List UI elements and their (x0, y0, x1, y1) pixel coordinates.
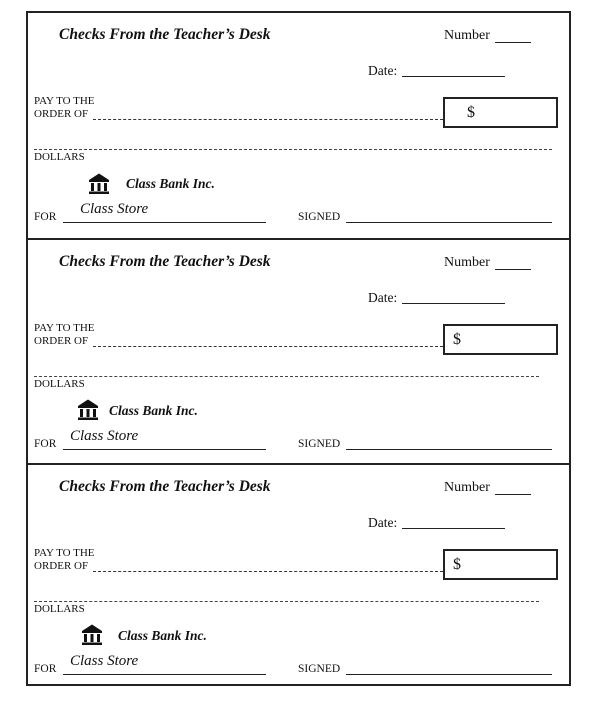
payee-field[interactable] (93, 119, 443, 120)
number-label: Number (444, 480, 490, 495)
date-label: Date: (368, 290, 398, 305)
check-1 (28, 13, 569, 238)
signature-field[interactable] (346, 674, 552, 675)
date-label: Date: (368, 63, 398, 78)
for-value[interactable]: Class Store (80, 201, 149, 217)
dollars-label: DOLLARS (34, 151, 85, 163)
number-field[interactable] (495, 494, 531, 495)
amount-box[interactable] (443, 97, 558, 128)
bank-name: Class Bank Inc. (126, 176, 215, 191)
date-field[interactable] (402, 76, 505, 77)
currency-symbol: $ (453, 331, 461, 348)
payee-field[interactable] (93, 571, 443, 572)
dollars-label: DOLLARS (34, 378, 85, 390)
check-title: Checks From the Teacher’s Desk (59, 26, 271, 43)
bank-name: Class Bank Inc. (109, 403, 198, 418)
signed-label: SIGNED (298, 663, 341, 675)
bank-name: Class Bank Inc. (118, 628, 207, 643)
for-value[interactable]: Class Store (70, 428, 139, 444)
signature-field[interactable] (346, 449, 552, 450)
amount-words-field[interactable] (34, 149, 552, 150)
bank-building-icon (76, 398, 100, 427)
amount-words-field[interactable] (34, 601, 539, 602)
check-sheet (26, 11, 571, 686)
check-2 (28, 238, 569, 463)
signature-field[interactable] (346, 222, 552, 223)
pay-to-line1: PAY TO THE (34, 322, 95, 334)
date-field[interactable] (402, 303, 505, 304)
payee-field[interactable] (93, 346, 443, 347)
pay-to-line1: PAY TO THE (34, 95, 95, 107)
for-label: FOR (34, 211, 57, 223)
amount-words-field[interactable] (34, 376, 539, 377)
bank-building-icon (80, 623, 104, 652)
pay-to-line2: ORDER OF (34, 335, 89, 347)
number-field[interactable] (495, 269, 531, 270)
pay-to-label (34, 322, 95, 348)
bank-building-icon (87, 172, 111, 201)
number-label: Number (444, 255, 490, 270)
signed-label: SIGNED (298, 438, 341, 450)
check-title: Checks From the Teacher’s Desk (59, 253, 271, 270)
memo-field[interactable] (63, 674, 266, 675)
number-field[interactable] (495, 42, 531, 43)
pay-to-line1: PAY TO THE (34, 547, 95, 559)
for-label: FOR (34, 663, 57, 675)
date-label: Date: (368, 515, 398, 530)
number-label: Number (444, 28, 490, 43)
check-3 (28, 463, 569, 688)
pay-to-line2: ORDER OF (34, 108, 89, 120)
memo-field[interactable] (63, 222, 266, 223)
pay-to-label (34, 95, 95, 121)
pay-to-line2: ORDER OF (34, 560, 89, 572)
amount-box[interactable] (443, 324, 558, 355)
currency-symbol: $ (453, 556, 461, 573)
pay-to-label (34, 547, 95, 573)
dollars-label: DOLLARS (34, 603, 85, 615)
for-value[interactable]: Class Store (70, 653, 139, 669)
currency-symbol: $ (467, 104, 475, 121)
signed-label: SIGNED (298, 211, 341, 223)
amount-box[interactable] (443, 549, 558, 580)
for-label: FOR (34, 438, 57, 450)
check-title: Checks From the Teacher’s Desk (59, 478, 271, 495)
memo-field[interactable] (63, 449, 266, 450)
date-field[interactable] (402, 528, 505, 529)
